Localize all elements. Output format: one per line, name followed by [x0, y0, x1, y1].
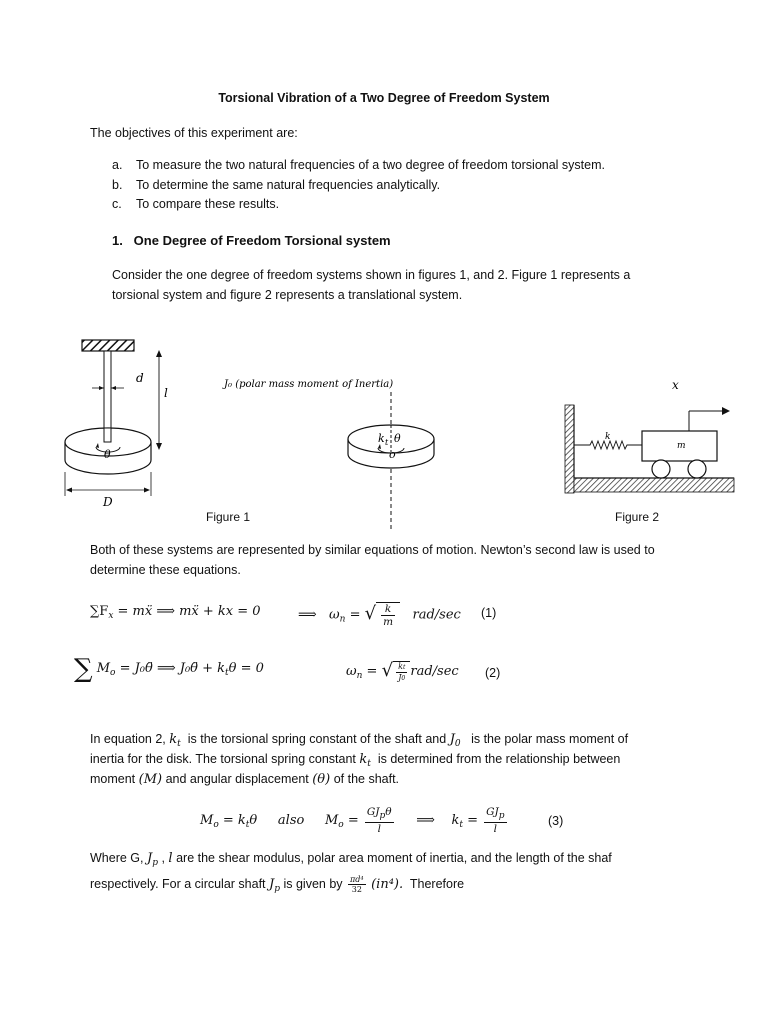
- list-item-marker: a.: [112, 158, 123, 172]
- figure-2-caption: Figure 2: [615, 510, 660, 524]
- label-d: d: [136, 371, 144, 385]
- paragraph-line: Where G, $J_p$ , l are the shear modulus, polar area moment of inertia, and the length of the shaf: [90, 851, 612, 868]
- paragraph-line: Consider the one degree of freedom systems shown in figures 1, and 2. Figure 1 represents a: [112, 268, 631, 282]
- list-item: To measure the two natural frequencies of a two degree of freedom torsional system.: [136, 158, 605, 172]
- equation-1-lhs: $\sum F_x$ = mẍ ⟹ mẍ + kx = 0: [90, 604, 261, 621]
- list-item-marker: b.: [112, 178, 123, 192]
- label-m: m: [677, 441, 686, 451]
- equation-3-number: (3): [548, 814, 564, 828]
- list-item: To compare these results.: [136, 197, 280, 211]
- list-item: To determine the same natural frequencies analytically.: [136, 178, 441, 192]
- label-D: D: [103, 495, 113, 509]
- label-o: o: [389, 448, 396, 461]
- figure-2-diagram: [565, 405, 734, 493]
- page-title: Torsional Vibration of a Two Degree of Freedom System: [218, 91, 550, 105]
- figure-1-diagram: [65, 340, 162, 496]
- label-theta: θ: [104, 448, 111, 461]
- equation-1-number: (1): [481, 606, 497, 620]
- label-theta-mid: θ: [394, 432, 401, 445]
- equation-1-rhs: ⟹ $\omega_n$ = √ $\frac{k}{m}$ rad/sec: [298, 603, 461, 628]
- figures-diagram: [0, 330, 768, 530]
- intro-text: The objectives of this experiment are:: [90, 126, 298, 140]
- paragraph-line: Both of these systems are represented by similar equations of motion. Newton’s second law is used to: [90, 543, 655, 557]
- label-l: l: [164, 386, 168, 400]
- list-item-marker: c.: [112, 197, 122, 211]
- equation-2-number: (2): [485, 666, 501, 680]
- paragraph-line: determine these equations.: [90, 563, 241, 577]
- paragraph-line: inertia for the disk. The torsional spring constant $k_t$ is determined from the relationship between: [90, 752, 621, 769]
- figure-middle-diagram: [348, 392, 434, 530]
- equation-2-lhs: ∑ $M_o$ = J₀θ̈ ⟹ J₀θ̈ + $k_t\theta = 0$: [74, 654, 264, 684]
- paragraph-line: torsional system and figure 2 represents a translational system.: [112, 288, 463, 302]
- label-polar-inertia: J₀ (polar mass moment of Inertia): [224, 379, 394, 390]
- equation-3: $M_o = k_t\theta$ also $M_o$ = $\frac{\text{GJpθ}}{l}$ ⟹ $k_t$ = $\frac{\text{GJp}}{l}$: [200, 806, 505, 835]
- label-k: k: [605, 432, 611, 442]
- label-kt-sub: t: [385, 438, 389, 447]
- paragraph-line: respectively. For a circular shaft $J_p$ is given by $\frac{\text{πd⁴}}{32}$ (in⁴). Therefore: [90, 875, 465, 895]
- paragraph-line: In equation 2, $k_t$ is the torsional spring constant of the shaft and $J_0$ is the polar mass moment of: [90, 732, 629, 749]
- section-heading: 1. One Degree of Freedom Torsional system: [112, 233, 391, 248]
- figure-1-caption: Figure 1: [206, 510, 251, 524]
- equation-2-rhs: $\omega_n$ = √ $\frac{kt}{J0}$ rad/sec: [346, 660, 459, 682]
- paragraph-line: moment (M) and angular displacement (θ) of the shaft.: [90, 772, 400, 787]
- label-kt: k: [378, 432, 385, 445]
- label-x: x: [672, 378, 679, 392]
